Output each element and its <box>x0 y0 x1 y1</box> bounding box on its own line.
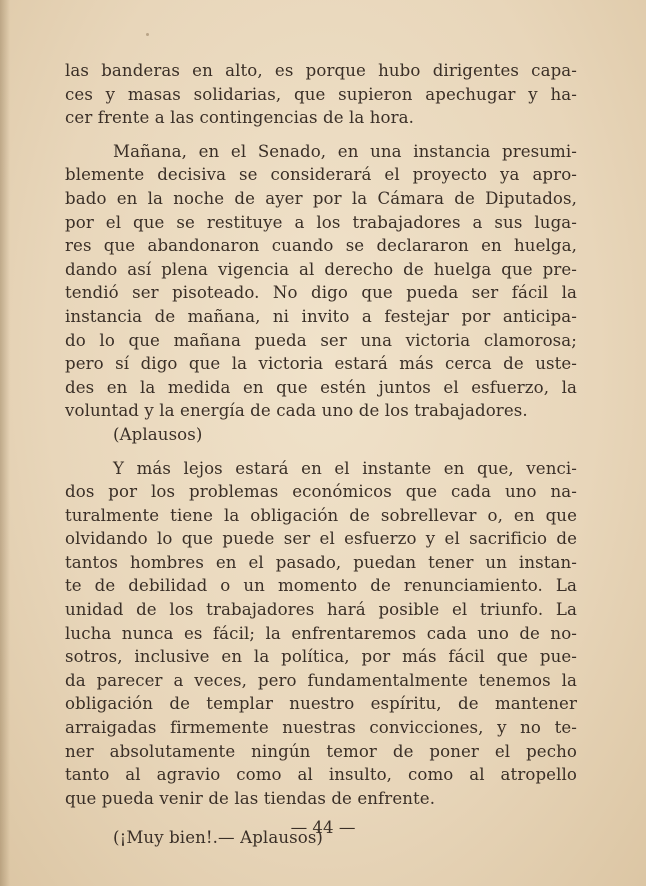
paragraph-gap <box>65 447 577 457</box>
text-line: pero sí digo que la victoria estará más cerca de uste- <box>65 354 577 374</box>
text-line: obligación de templar nuestro espíritu, de mantener <box>65 694 577 714</box>
text-line: las banderas en alto, es porque hubo dirigentes capa- <box>65 61 577 80</box>
text-line: instancia de mañana, ni invito a festejar por anticipa- <box>65 306 577 326</box>
text-line: unidad de los trabajadores hará posible el triunfo. La <box>65 600 577 620</box>
text-line: des en la medida en que estén juntos el esfuerzo, la <box>65 377 577 397</box>
paragraph-1 <box>65 59 577 130</box>
text-line: sotros, inclusive en la política, por más fácil que pue- <box>65 647 577 667</box>
page-number: — 44 — <box>290 818 356 837</box>
applause-note: (¡Muy bien!.— Aplausos) <box>113 828 324 848</box>
text-line: arraigadas firmemente nuestras convicciones, y no te- <box>65 718 577 738</box>
text-line: bado en la noche de ayer por la Cámara de Diputados, <box>65 188 577 208</box>
text-line: dando así plena vigencia al derecho de huelga que pre- <box>65 259 577 279</box>
text-line: tendió ser pisoteado. No digo que pueda ser fácil la <box>65 283 577 303</box>
paragraph-3 <box>65 457 577 811</box>
text-line: ner absolutamente ningún temor de poner el pecho <box>65 741 577 761</box>
text-line: do lo que mañana pueda ser una victoria clamorosa; <box>65 330 577 350</box>
paragraph-gap <box>65 130 577 140</box>
text-line: tantos hombres en el pasado, puedan tener un instan- <box>65 552 577 572</box>
text-line: res que abandonaron cuando se declararon en huelga, <box>65 236 577 256</box>
text-line: por el que se restituye a los trabajadores a sus luga- <box>65 212 577 232</box>
text-line: te de debilidad o un momento de renunciamiento. La <box>65 576 577 596</box>
text-line: dos por los problemas económicos que cada uno na- <box>65 482 577 502</box>
text-line: cer frente a las contingencias de la hora. <box>65 108 415 128</box>
body-text <box>65 59 577 850</box>
text-line: turalmente tiene la obligación de sobrellevar o, en que <box>65 505 577 525</box>
text-line: Y más lejos estará en el instante en que, venci- <box>113 458 577 478</box>
text-line: blemente decisiva se considerará el proyecto ya apro- <box>65 165 577 185</box>
text-line: da parecer a veces, pero fundamentalmente tenemos la <box>65 670 577 690</box>
text-line: que pueda venir de las tiendas de enfrente. <box>65 788 436 808</box>
paper-speck <box>146 33 149 36</box>
paragraph-2 <box>65 140 577 423</box>
text-line: tanto al agravio como al insulto, como al atropello <box>65 765 577 785</box>
text-line: voluntad y la energía de cada uno de los trabajadores. <box>65 401 528 421</box>
page-edge-shadow <box>0 0 10 886</box>
text-line: lucha nunca es fácil; la enfrentaremos cada uno de no- <box>65 623 577 643</box>
text-line: ces y masas solidarias, que supieron apechugar y ha- <box>65 84 577 104</box>
text-line: olvidando lo que puede ser el esfuerzo y el sacrificio de <box>65 529 577 549</box>
applause-note: (Aplausos) <box>113 424 203 444</box>
text-line: Mañana, en el Senado, en una instancia presumi- <box>113 141 577 161</box>
